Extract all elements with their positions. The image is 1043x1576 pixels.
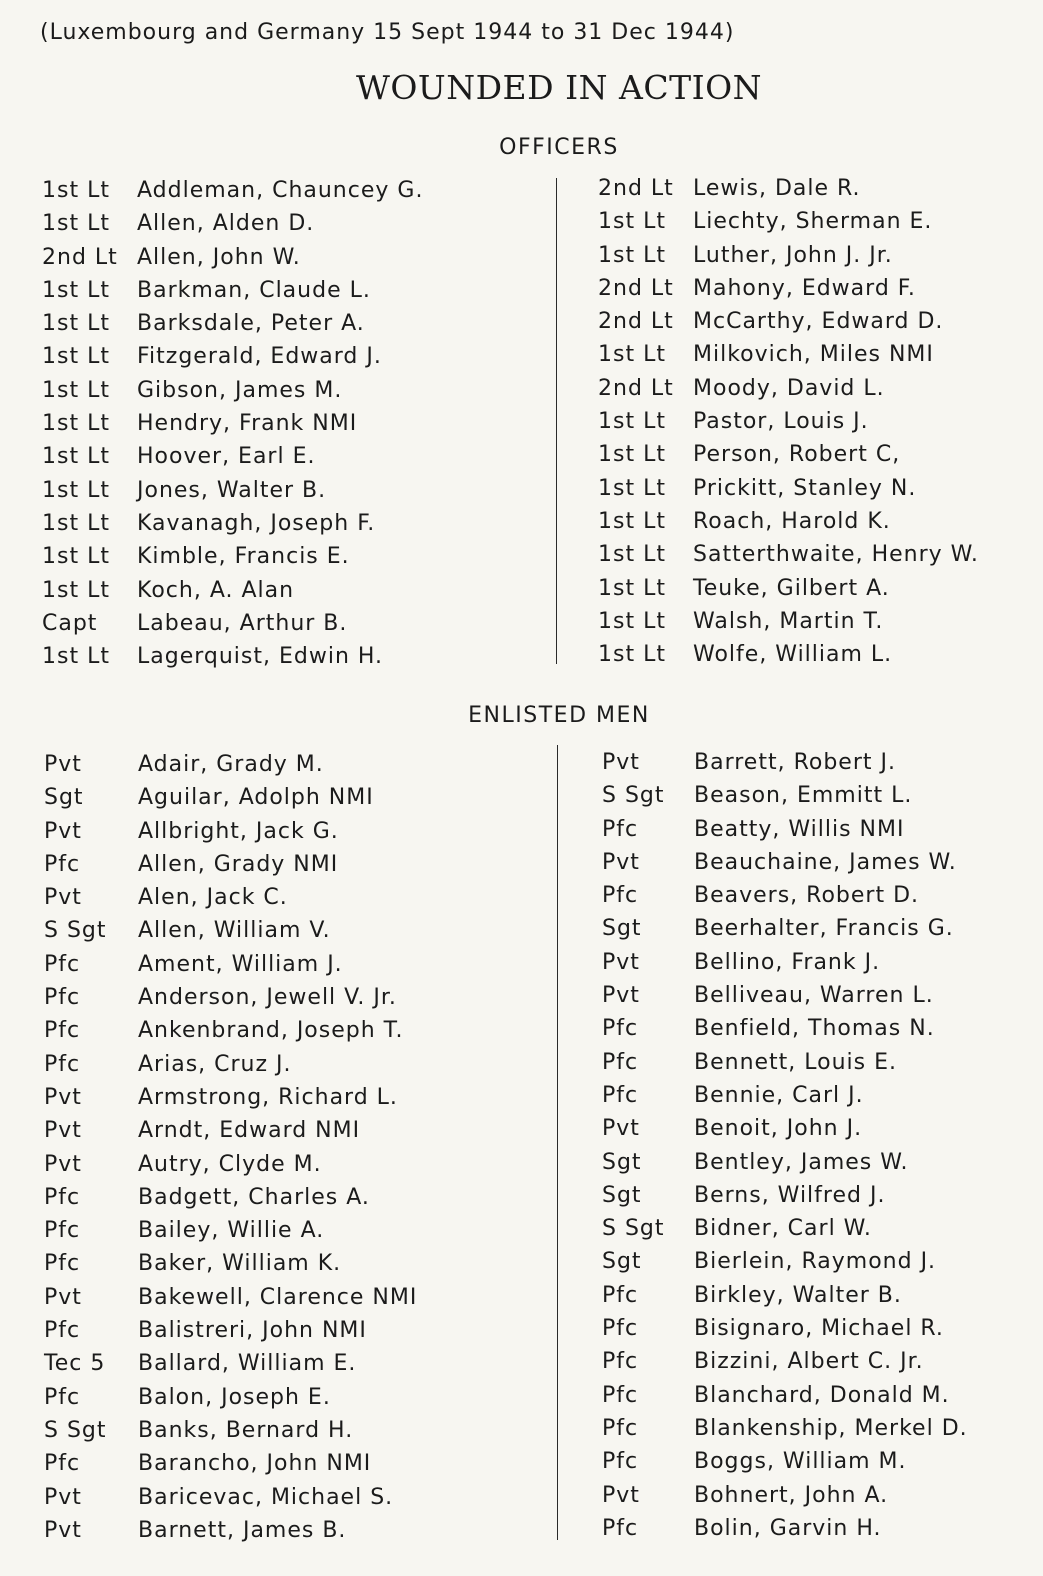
soldier-name: Belliveau, Warren L. (694, 983, 934, 1009)
rank: Pfc (44, 1251, 81, 1277)
soldier-name: Balon, Joseph E. (138, 1384, 331, 1410)
roster-row (602, 1347, 1038, 1380)
roster-row (602, 1514, 1038, 1547)
rank: Pfc (602, 1049, 639, 1075)
soldier-name: Bohnert, John A. (694, 1482, 889, 1508)
roster-row (44, 1150, 544, 1183)
rank: Pvt (44, 1284, 82, 1310)
soldier-name: Lewis, Dale R. (693, 176, 861, 201)
roster-row (44, 1449, 544, 1482)
soldier-name: McCarthy, Edward D. (693, 309, 944, 335)
soldier-name: Beauchaine, James W. (694, 849, 957, 875)
soldier-name: Luther, John J. Jr. (693, 242, 893, 268)
rank: Pfc (44, 1318, 81, 1344)
rank: Pfc (602, 1016, 639, 1042)
soldier-name: Bolin, Garvin H. (694, 1515, 882, 1541)
roster-row (602, 848, 1038, 881)
roster-row (598, 174, 1038, 207)
soldier-name: Blanchard, Donald M. (694, 1382, 950, 1408)
rank: Pvt (44, 818, 82, 844)
roster-row (602, 981, 1038, 1014)
soldier-name: Beerhalter, Francis G. (694, 916, 954, 942)
rank: 1st Lt (42, 211, 110, 237)
rank: 2nd Lt (598, 176, 674, 201)
rank: 2nd Lt (598, 275, 674, 301)
roster-row (44, 1249, 544, 1282)
rank: Sgt (602, 1249, 642, 1275)
soldier-name: Mahony, Edward F. (693, 275, 916, 301)
rank: S Sgt (602, 1216, 665, 1242)
rank: Tec 5 (44, 1351, 106, 1377)
soldier-name: Lagerquist, Edwin H. (137, 644, 384, 670)
rank: Pfc (602, 1382, 639, 1408)
soldier-name: Roach, Harold K. (693, 508, 891, 534)
roster-row (44, 1116, 544, 1149)
roster-row (44, 883, 544, 916)
roster-row (602, 881, 1038, 914)
rank: 1st Lt (42, 644, 110, 670)
soldier-name: Balistreri, John NMI (138, 1318, 367, 1344)
roster-row (598, 640, 1038, 673)
rank: 1st Lt (42, 344, 110, 370)
rank: Sgt (602, 1149, 642, 1175)
rank: Pvt (44, 1484, 82, 1510)
roster-row (598, 507, 1038, 540)
rank: Pfc (44, 1218, 81, 1244)
soldier-name: Bellino, Frank J. (694, 949, 881, 975)
rank: 1st Lt (598, 542, 666, 568)
soldier-name: Koch, A. Alan (137, 577, 295, 603)
soldier-name: Bailey, Willie A. (138, 1218, 325, 1244)
roster-row (42, 376, 542, 409)
rank: 1st Lt (42, 577, 110, 603)
soldier-name: Bisignaro, Michael R. (694, 1316, 944, 1342)
soldier-name: Banks, Bernard H. (138, 1417, 354, 1443)
rank: Pfc (602, 1349, 639, 1375)
soldier-name: Wolfe, William L. (693, 642, 893, 668)
roster-row (602, 781, 1038, 814)
roster-row (602, 1048, 1038, 1081)
rank: Pvt (602, 1482, 640, 1508)
rank: Pfc (44, 1051, 81, 1077)
roster-row (44, 1383, 544, 1416)
soldier-name: Fitzgerald, Edward J. (137, 344, 382, 370)
rank: 1st Lt (42, 178, 110, 203)
rank: 1st Lt (42, 311, 110, 337)
rank: Pfc (44, 1384, 81, 1410)
rank: 1st Lt (42, 411, 110, 437)
roster-row (602, 1214, 1038, 1247)
roster-row (602, 815, 1038, 848)
rank: Sgt (44, 785, 84, 811)
soldier-name: Satterthwaite, Henry W. (693, 542, 979, 568)
soldier-name: Baricevac, Michael S. (138, 1484, 394, 1510)
roster-row (598, 607, 1038, 640)
rank: 1st Lt (598, 508, 666, 534)
rank: Pfc (602, 1282, 639, 1308)
rank: S Sgt (44, 1417, 107, 1443)
soldier-name: Autry, Clyde M. (138, 1151, 322, 1177)
rank: 1st Lt (42, 377, 110, 403)
rank: Pvt (602, 849, 640, 875)
rank: Pvt (602, 949, 640, 975)
soldier-name: Hoover, Earl E. (137, 444, 316, 470)
rank: S Sgt (602, 783, 665, 809)
roster-row (598, 241, 1038, 274)
soldier-name: Bierlein, Raymond J. (694, 1249, 937, 1275)
rank: 1st Lt (598, 409, 666, 435)
rank: Sgt (602, 1182, 642, 1208)
soldier-name: Allbright, Jack G. (138, 818, 339, 844)
roster-row (44, 1050, 544, 1083)
soldier-name: Ballard, William E. (138, 1351, 357, 1377)
soldier-name: Barnett, James B. (138, 1517, 347, 1543)
soldier-name: Benfield, Thomas N. (694, 1016, 935, 1042)
soldier-name: Arias, Cruz J. (138, 1051, 292, 1077)
soldier-name: Pastor, Louis J. (693, 409, 869, 435)
rank: 2nd Lt (598, 309, 674, 335)
soldier-name: Gibson, James M. (137, 377, 343, 403)
roster-row (44, 1083, 544, 1116)
rank: 1st Lt (42, 277, 110, 303)
soldier-name: Adair, Grady M. (138, 752, 324, 777)
roster-row (598, 440, 1038, 473)
soldier-name: Barancho, John NMI (138, 1451, 372, 1477)
rank: 1st Lt (598, 575, 666, 601)
rank: Pfc (602, 1515, 639, 1541)
soldier-name: Bennie, Carl J. (694, 1082, 864, 1108)
roster-row (602, 1481, 1038, 1514)
rank: Pvt (44, 885, 82, 911)
soldier-name: Ament, William J. (138, 951, 343, 977)
rank: 1st Lt (598, 608, 666, 634)
roster-row (42, 276, 542, 309)
roster-row (42, 576, 542, 609)
enlisted-heading: ENLISTED MEN (468, 703, 650, 728)
roster-row (602, 1081, 1038, 1114)
rank: 1st Lt (598, 475, 666, 501)
roster-row (44, 1183, 544, 1216)
soldier-name: Bizzini, Albert C. Jr. (694, 1349, 924, 1375)
rank: Pvt (602, 750, 640, 775)
roster-row (42, 243, 542, 276)
rank: Pvt (602, 983, 640, 1009)
roster-row (602, 948, 1038, 981)
soldier-name: Kavanagh, Joseph F. (137, 510, 376, 536)
rank: Pfc (602, 883, 639, 909)
rank: Pvt (44, 1084, 82, 1110)
soldier-name: Kimble, Francis E. (137, 544, 350, 570)
soldier-name: Ankenbrand, Joseph T. (138, 1018, 404, 1044)
rank: Pfc (44, 985, 81, 1011)
roster-row (44, 983, 544, 1016)
roster-row (602, 1414, 1038, 1447)
roster-row (42, 609, 542, 642)
roster-row (44, 750, 544, 783)
rank: 1st Lt (598, 642, 666, 668)
roster-row (44, 1349, 544, 1382)
roster-row (602, 1114, 1038, 1147)
soldier-name: Allen, Grady NMI (138, 851, 339, 877)
roster-row (44, 1516, 544, 1549)
soldier-name: Teuke, Gilbert A. (693, 575, 890, 601)
soldier-name: Beatty, Willis NMI (694, 816, 905, 842)
roster-row (602, 1014, 1038, 1047)
soldier-name: Jones, Walter B. (137, 477, 327, 503)
officers-column-divider (556, 178, 557, 664)
roster-row (44, 850, 544, 883)
soldier-name: Bentley, James W. (694, 1149, 909, 1175)
soldier-name: Bakewell, Clarence NMI (138, 1284, 418, 1310)
rank: Pvt (44, 1151, 82, 1177)
soldier-name: Badgett, Charles A. (138, 1184, 370, 1210)
roster-row (602, 1247, 1038, 1280)
soldier-name: Person, Robert C, (693, 442, 901, 468)
roster-row (44, 783, 544, 816)
rank: Pvt (44, 1517, 82, 1543)
enlisted-column-divider (557, 745, 558, 1540)
soldier-name: Barksdale, Peter A. (137, 311, 365, 337)
roster-row (42, 309, 542, 342)
roster-row (44, 950, 544, 983)
rank: 2nd Lt (42, 244, 118, 270)
soldier-name: Liechty, Sherman E. (693, 209, 933, 235)
roster-row (44, 1483, 544, 1516)
roster-row (44, 1016, 544, 1049)
rank: 1st Lt (598, 342, 666, 368)
roster-row (42, 342, 542, 375)
soldier-name: Blankenship, Merkel D. (694, 1415, 968, 1441)
roster-row (602, 914, 1038, 947)
roster-row (598, 407, 1038, 440)
rank: S Sgt (44, 918, 107, 944)
soldier-name: Allen, John W. (137, 244, 301, 270)
soldier-name: Aguilar, Adolph NMI (138, 785, 374, 811)
officers-heading: OFFICERS (499, 135, 619, 160)
soldier-name: Barrett, Robert J. (694, 750, 896, 775)
rank: 1st Lt (598, 442, 666, 468)
rank: Pfc (44, 851, 81, 877)
soldier-name: Birkley, Walter B. (694, 1282, 902, 1308)
rank: Pfc (44, 1018, 81, 1044)
roster-row (42, 409, 542, 442)
soldier-name: Armstrong, Richard L. (138, 1084, 398, 1110)
soldier-name: Moody, David L. (693, 375, 885, 401)
officers-left-list (42, 176, 542, 675)
rank: Pvt (602, 1116, 640, 1142)
rank: Pfc (44, 951, 81, 977)
rank: Pfc (44, 1451, 81, 1477)
soldier-name: Berns, Wilfred J. (694, 1182, 886, 1208)
soldier-name: Beason, Emmitt L. (694, 783, 913, 809)
roster-row (44, 1416, 544, 1449)
soldier-name: Addleman, Chauncey G. (137, 178, 424, 203)
roster-row (42, 176, 542, 209)
rank: 1st Lt (42, 544, 110, 570)
roster-row (598, 207, 1038, 240)
roster-row (598, 374, 1038, 407)
soldier-name: Walsh, Martin T. (693, 608, 884, 634)
roster-row (44, 1283, 544, 1316)
soldier-name: Alen, Jack C. (138, 885, 288, 911)
rank: Pfc (602, 1316, 639, 1342)
rank: Sgt (602, 916, 642, 942)
enlisted-left-list (44, 750, 544, 1549)
roster-row (598, 274, 1038, 307)
roster-row (598, 340, 1038, 373)
soldier-name: Bennett, Louis E. (694, 1049, 898, 1075)
roster-row (42, 442, 542, 475)
roster-row (602, 1447, 1038, 1480)
enlisted-right-list (602, 748, 1038, 1547)
roster-row (42, 209, 542, 242)
rank: Pfc (602, 1415, 639, 1441)
rank: Pvt (44, 752, 82, 777)
roster-row (602, 1281, 1038, 1314)
roster-row (42, 642, 542, 675)
rank: Pfc (44, 1184, 81, 1210)
rank: 1st Lt (598, 242, 666, 268)
rank: 2nd Lt (598, 375, 674, 401)
rank: Pvt (44, 1118, 82, 1144)
soldier-name: Barkman, Claude L. (137, 277, 371, 303)
roster-row (602, 1148, 1038, 1181)
page-title: WOUNDED IN ACTION (355, 68, 763, 107)
soldier-name: Allen, Alden D. (137, 211, 315, 237)
roster-row (44, 1216, 544, 1249)
roster-row (602, 1181, 1038, 1214)
soldier-name: Boggs, William M. (694, 1449, 907, 1475)
roster-row (42, 509, 542, 542)
roster-row (598, 574, 1038, 607)
roster-row (602, 1314, 1038, 1347)
soldier-name: Milkovich, Miles NMI (693, 342, 934, 368)
rank: Pfc (602, 1082, 639, 1108)
soldier-name: Beavers, Robert D. (694, 883, 920, 909)
soldier-name: Anderson, Jewell V. Jr. (138, 985, 397, 1011)
roster-row (44, 817, 544, 850)
soldier-name: Arndt, Edward NMI (138, 1118, 361, 1144)
roster-row (42, 542, 542, 575)
roster-row (602, 748, 1038, 781)
rank: Pfc (602, 816, 639, 842)
soldier-name: Labeau, Arthur B. (137, 610, 348, 636)
rank: 1st Lt (42, 510, 110, 536)
roster-row (44, 916, 544, 949)
roster-row (598, 307, 1038, 340)
roster-row (598, 474, 1038, 507)
officers-right-list (598, 174, 1038, 673)
page-subtitle: (Luxembourg and Germany 15 Sept 1944 to 31 Dec 1944) (40, 20, 735, 45)
rank: 1st Lt (598, 209, 666, 235)
roster-row (44, 1316, 544, 1349)
rank: Pfc (602, 1449, 639, 1475)
roster-row (598, 540, 1038, 573)
soldier-name: Benoit, John J. (694, 1116, 863, 1142)
soldier-name: Hendry, Frank NMI (137, 411, 358, 437)
soldier-name: Bidner, Carl W. (694, 1216, 872, 1242)
rank: 1st Lt (42, 444, 110, 470)
soldier-name: Allen, William V. (138, 918, 331, 944)
roster-row (42, 476, 542, 509)
rank: 1st Lt (42, 477, 110, 503)
soldier-name: Baker, William K. (138, 1251, 342, 1277)
roster-row (602, 1381, 1038, 1414)
soldier-name: Prickitt, Stanley N. (693, 475, 917, 501)
rank: Capt (42, 610, 98, 636)
